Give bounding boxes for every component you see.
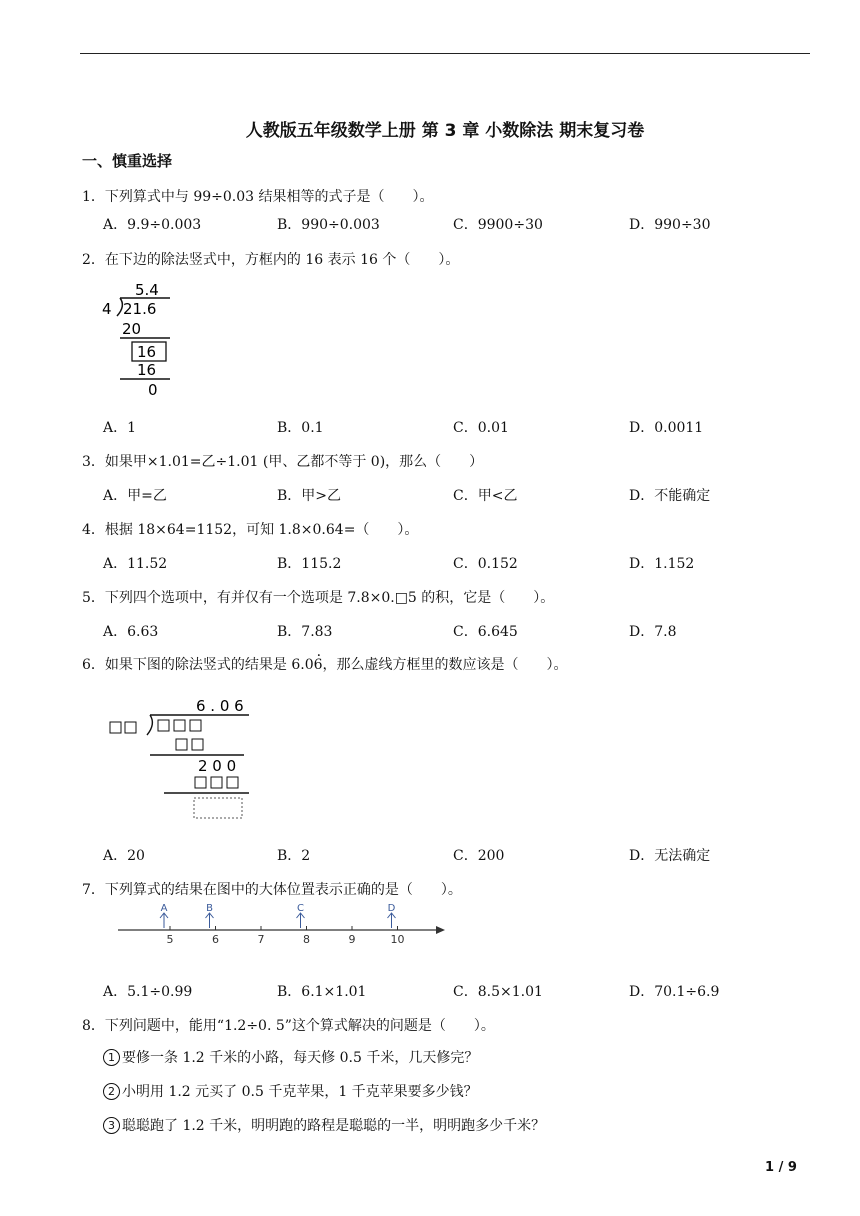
q7-option-d[interactable]: D．70.1÷6.9 bbox=[629, 984, 720, 1000]
q6-option-a[interactable]: A．20 bbox=[103, 848, 145, 864]
question-8-stem: 8．下列问题中，能用“1.2÷0. 5”这个算式解决的问题是（ ）。 bbox=[82, 1018, 495, 1034]
q2-option-d[interactable]: D．0.0011 bbox=[629, 420, 704, 436]
q2-quotient: 5.4 bbox=[135, 281, 159, 299]
page-number: 1 / 9 bbox=[765, 1160, 797, 1175]
question-4-stem: 4．根据 18×64=1152，可知 1.8×0.64=（ ）。 bbox=[82, 522, 419, 538]
q2-boxed-16: 16 bbox=[137, 343, 157, 361]
marker-label: A bbox=[160, 903, 168, 914]
q1-option-b[interactable]: B．990÷0.003 bbox=[277, 217, 380, 233]
q5-option-b[interactable]: B．7.83 bbox=[277, 624, 333, 640]
q6-option-c[interactable]: C．200 bbox=[453, 848, 505, 864]
q4-option-d[interactable]: D．1.152 bbox=[629, 556, 695, 572]
q3-option-a[interactable]: A．甲=乙 bbox=[103, 488, 167, 504]
tick-label: 8 bbox=[303, 933, 310, 946]
q4-option-a[interactable]: A．11.52 bbox=[103, 556, 168, 572]
q2-option-b[interactable]: B．0.1 bbox=[277, 420, 324, 436]
q4-option-b[interactable]: B．115.2 bbox=[277, 556, 342, 572]
question-3-stem: 3．如果甲×1.01=乙÷1.01 (甲、乙都不等于 0)，那么（ ） bbox=[82, 454, 484, 470]
q2-divisor: 4 bbox=[102, 300, 112, 318]
question-7-stem: 7．下列算式的结果在图中的大体位置表示正确的是（ ）。 bbox=[82, 882, 462, 898]
q1-option-d[interactable]: D．990÷30 bbox=[629, 217, 711, 233]
q2-row-16: 16 bbox=[137, 361, 157, 379]
question-5-stem: 5．下列四个选项中，有并仅有一个选项是 7.8×0.□5 的积，它是（ ）。 bbox=[82, 590, 555, 606]
q3-option-d[interactable]: D．不能确定 bbox=[629, 488, 711, 504]
marker-d bbox=[388, 903, 396, 928]
repeating-digit: 6 · bbox=[314, 657, 323, 673]
q2-row-0: 0 bbox=[148, 381, 158, 399]
q6-division-figure bbox=[104, 694, 254, 826]
marker-arrow bbox=[206, 913, 214, 928]
section-heading: 一、慎重选择 bbox=[82, 152, 173, 170]
marker-label: D bbox=[387, 903, 396, 914]
page-title: 人教版五年级数学上册 第 3 章 小数除法 期末复习卷 bbox=[245, 121, 645, 141]
q1-option-c[interactable]: C．9900÷30 bbox=[453, 217, 543, 233]
q2-dividend: 21.6 bbox=[123, 300, 157, 318]
marker-arrow bbox=[388, 913, 396, 928]
q2-option-a[interactable]: A．1 bbox=[103, 420, 137, 436]
q6-quotient: 6 . 0 6 bbox=[196, 697, 244, 715]
q1-option-a[interactable]: A．9.9÷0.003 bbox=[103, 217, 202, 233]
q7-option-c[interactable]: C．8.5×1.01 bbox=[453, 984, 543, 1000]
tick-label: 7 bbox=[257, 933, 265, 946]
q5-option-a[interactable]: A．6.63 bbox=[103, 624, 159, 640]
q3-option-b[interactable]: B．甲>乙 bbox=[277, 488, 342, 504]
marker-a bbox=[160, 903, 168, 928]
q5-option-d[interactable]: D．7.8 bbox=[629, 624, 677, 640]
marker-b bbox=[206, 903, 214, 928]
tick-label: 9 bbox=[348, 933, 356, 946]
marker-label: B bbox=[206, 903, 213, 914]
q2-option-c[interactable]: C．0.01 bbox=[453, 420, 509, 436]
q8-sub-3: 3 聪聪跑了 1.2 千米，明明跑的路程是聪聪的一半，明明跑多少千米？ bbox=[103, 1115, 545, 1135]
marker-arrow bbox=[297, 913, 305, 928]
q2-row-20: 20 bbox=[122, 320, 142, 338]
top-rule bbox=[80, 53, 810, 54]
tick-label: 5 bbox=[166, 933, 174, 946]
question-2-stem: 2．在下边的除法竖式中，方框内的 16 表示 16 个（ ）。 bbox=[82, 252, 460, 268]
marker-c bbox=[297, 903, 305, 928]
q4-option-c[interactable]: C．0.152 bbox=[453, 556, 518, 572]
q7-option-b[interactable]: B．6.1×1.01 bbox=[277, 984, 367, 1000]
q6-option-b[interactable]: B．2 bbox=[277, 848, 311, 864]
tick-label: 6 bbox=[212, 933, 219, 946]
q7-option-a[interactable]: A．5.1÷0.99 bbox=[103, 984, 193, 1000]
marker-label: C bbox=[297, 903, 304, 914]
q6-option-d[interactable]: D．无法确定 bbox=[629, 848, 711, 864]
question-6-stem: 6．如果下图的除法竖式的结果是 6.06 ·，那么虚线方框里的数应该是（ ）。 bbox=[82, 654, 568, 674]
q7-number-line bbox=[112, 900, 452, 950]
q2-division-figure bbox=[95, 278, 185, 402]
q6-dashed-box bbox=[194, 798, 242, 818]
q8-sub-2: 2 小明用 1.2 元买了 0.5 千克苹果，1 千克苹果要多少钱？ bbox=[103, 1081, 478, 1101]
marker-arrow bbox=[160, 913, 168, 928]
q6-row-200: 2 0 0 bbox=[198, 757, 237, 775]
question-1-stem: 1．下列算式中与 99÷0.03 结果相等的式子是（ ）。 bbox=[82, 189, 434, 205]
q3-option-c[interactable]: C．甲<乙 bbox=[453, 488, 518, 504]
q5-option-c[interactable]: C．6.645 bbox=[453, 624, 518, 640]
tick-label: 10 bbox=[390, 933, 405, 946]
q8-sub-1: 1 要修一条 1.2 千米的小路，每天修 0.5 千米，几天修完？ bbox=[103, 1047, 478, 1067]
